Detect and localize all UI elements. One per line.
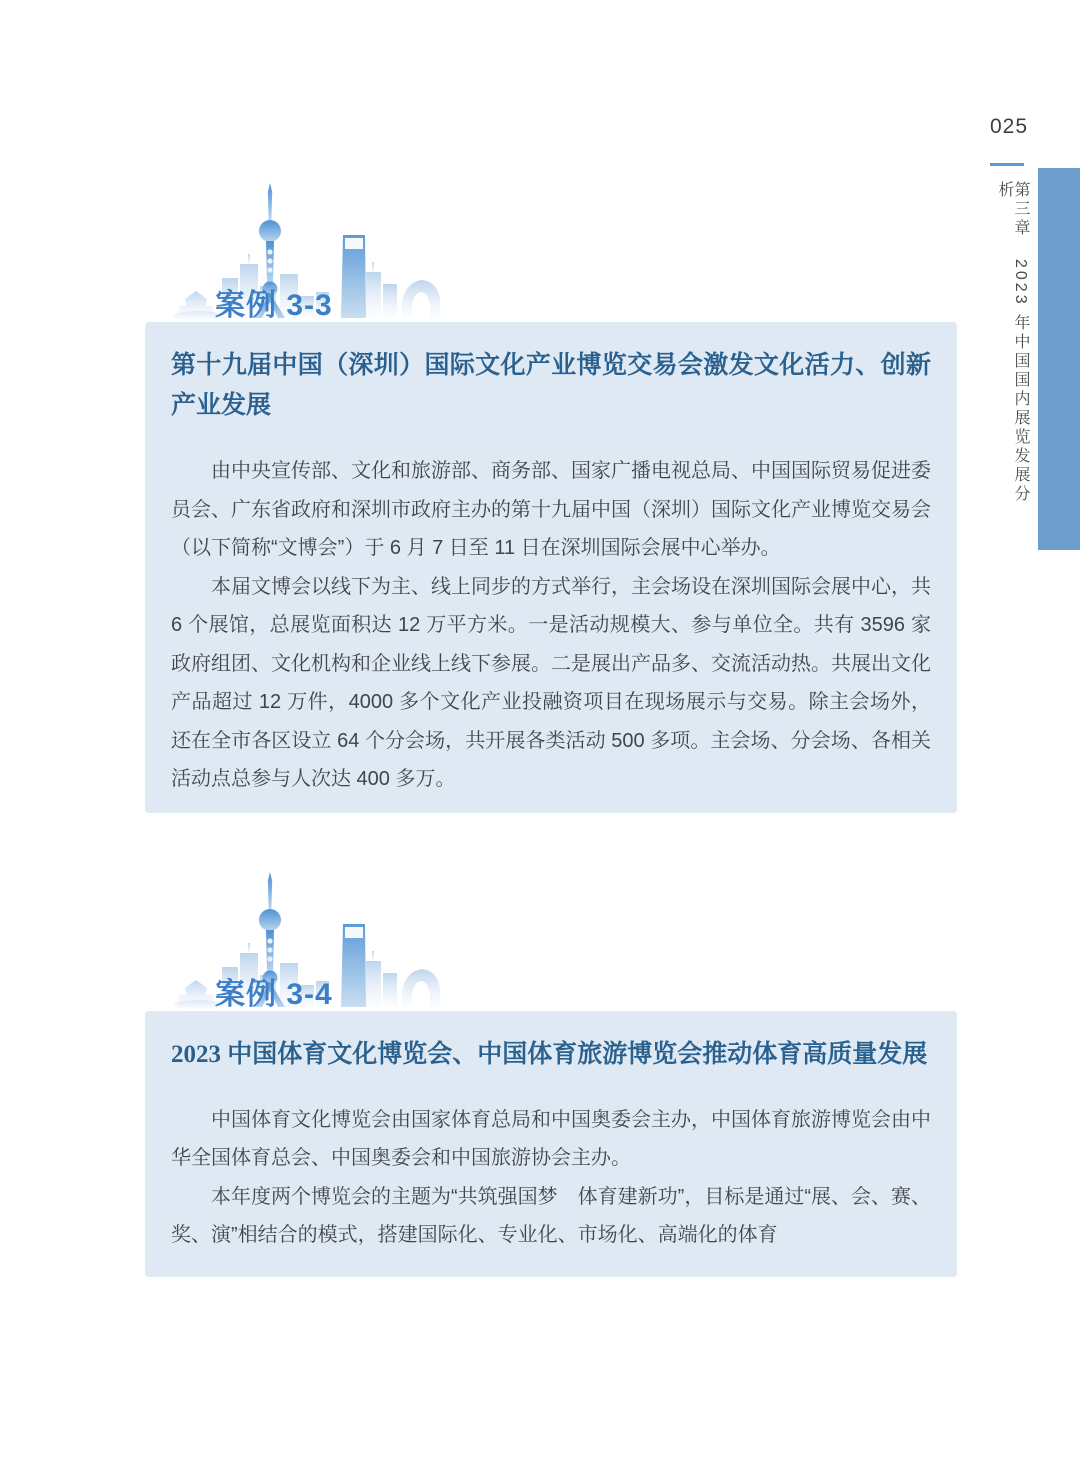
chapter-side-caption <box>996 181 1028 511</box>
case-box <box>145 1011 957 1277</box>
main-column <box>145 180 957 1333</box>
case-box <box>145 322 957 813</box>
case-section-3-3 <box>145 180 957 813</box>
case-paragraph: 由中央宣传部、文化和旅游部、商务部、国家广播电视总局、中国国际贸易促进委员会、广东省政府和深圳市政府主办的第十九届中国（深圳）国际文化产业博览交易会（以下简称“文博会”）于 6 月 7 日至 11 日在深圳国际会展中心举办。 <box>171 460 931 559</box>
case-label: 案例 3-4 <box>215 977 333 1011</box>
case-paragraph: 本届文博会以线下为主、线上同步的方式举行，主会场设在深圳国际会展中心，共 6 个展馆，总展览面积达 12 万平方米。一是活动规模大、参与单位全。共有 3596 家政府组团、文化机构和企业线上线下参展。二是展出产品多、交流活动热。共展出文化产品超过 12 万件，4000 多个文化产业投融资项目在现场展示与交易。除主会场外，还在全市各区设立 64 个分会场，共开展各类活动 500 多项。主会场、分会场、各相关活动点总参与人次达 400 多万。 <box>171 575 931 790</box>
case-section-3-4 <box>145 869 957 1277</box>
case-paragraph: 中国体育文化博览会由国家体育总局和中国奥委会主办，中国体育旅游博览会由中华全国体育总会、中国奥委会和中国旅游协会主办。 <box>171 1108 931 1169</box>
chapter-label: 第三章 <box>1012 181 1029 238</box>
case-title: 第十九届中国（深圳）国际文化产业博览交易会激发文化活力、创新产业发展 <box>171 352 931 419</box>
accent-bar <box>1038 168 1080 550</box>
case-header <box>170 180 440 320</box>
case-label: 案例 3-3 <box>215 289 333 322</box>
case-header <box>170 869 440 1009</box>
page-number: 025 <box>990 115 1029 138</box>
header-rule <box>990 163 1024 166</box>
case-paragraph: 本年度两个博览会的主题为“共筑强国梦 体育建新功”，目标是通过“展、会、赛、奖、演”相结合的模式，搭建国际化、专业化、市场化、高端化的体育 <box>171 1185 931 1246</box>
case-title: 2023 中国体育文化博览会、中国体育旅游博览会推动体育高质量发展 <box>171 1040 928 1068</box>
chapter-title: 2023 年中国国内展览发展分析 <box>996 181 1029 505</box>
